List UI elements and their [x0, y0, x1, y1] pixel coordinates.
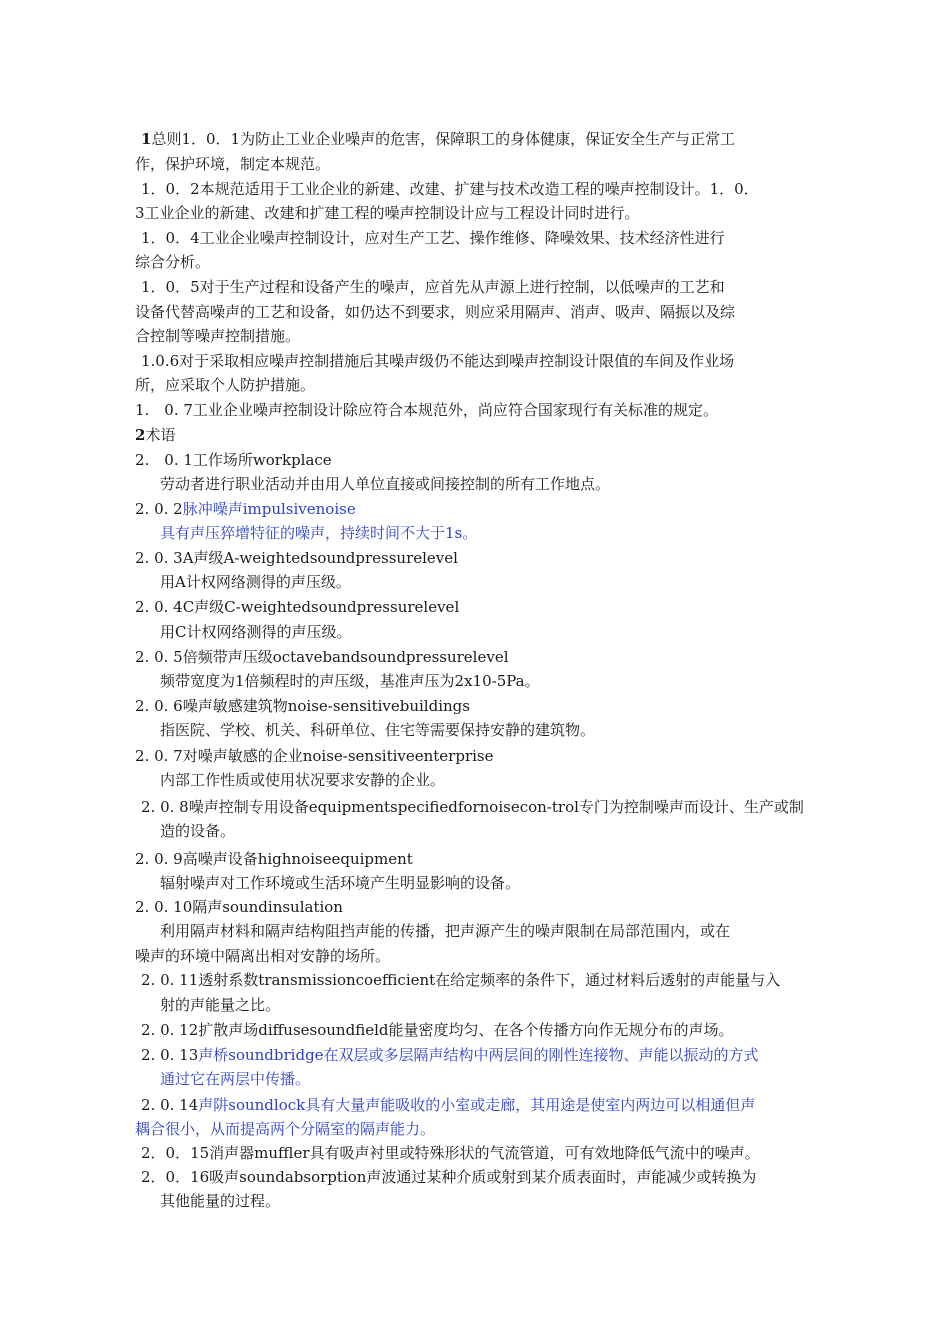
term-heading: 2. 0. 10隔声soundinsulation — [135, 898, 343, 916]
term-heading: 2．0．16吸声soundabsorption声波通过某种介质或射到某介质表面时，声能减少或转换为 — [141, 1168, 757, 1186]
text-line: 所，应采取个人防护措施。 — [135, 376, 316, 394]
term-definition: 频带宽度为1倍频程时的声压级，基准声压为2x10-5Pa。 — [160, 672, 540, 690]
term-heading: 2. 0. 7对噪声敏感的企业noise-sensitiveenterprise — [135, 747, 494, 765]
term-heading: 2. 0. 11透射系数transmissioncoefficient在给定频率的条件下，通过材料后透射的声能量与入 — [141, 971, 781, 989]
text-line: 1．0．2本规范适用于工业企业的新建、改建、扩建与技术改造工程的噪声控制设计。1．0． — [141, 180, 759, 198]
term-definition: 内部工作性质或使用状况要求安静的企业。 — [160, 771, 446, 789]
term-heading: 2. 0. 12扩散声场diffusesoundfield能量密度均匀、在各个传播方向作无规分布的声场。 — [141, 1021, 734, 1039]
term-heading: 2．0．15消声器muffler具有吸声衬里或特殊形状的气流管道，可有效地降低气流中的噪声。 — [141, 1144, 760, 1162]
text-line: 合控制等噪声控制措施。 — [135, 327, 301, 345]
term-definition: 具有声压猝增特征的噪声，持续时间不大于1s。 — [160, 524, 478, 542]
term-heading: 2. 0. 4C声级C-weightedsoundpressurelevel — [135, 598, 460, 616]
term-heading: 2. 0. 3A声级A-weightedsoundpressurelevel — [135, 549, 458, 567]
text-line: 1. 0. 7工业企业噪声控制设计除应符合本规范外，尚应符合国家现行有关标准的规定。 — [135, 401, 718, 419]
term-heading: 2. 0. 1工作场所workplace — [135, 451, 332, 469]
term-heading: 2. 0. 6噪声敏感建筑物noise-sensitivebuildings — [135, 697, 470, 715]
term-definition: 射的声能量之比。 — [160, 996, 281, 1014]
text-line: 综合分析。 — [135, 253, 211, 271]
text-line: 设备代替高噪声的工艺和设备，如仍达不到要求，则应采用隔声、消声、吸声、隔振以及综 — [135, 303, 736, 321]
section-heading: 2术语 — [135, 426, 176, 444]
text-line: 1．0．4工业企业噪声控制设计，应对生产工艺、操作维修、降噪效果、技术经济性进行 — [141, 229, 725, 247]
text-line: 作，保护环境，制定本规范。 — [135, 155, 331, 173]
term-heading: 2. 0. 9高噪声设备highnoiseequipment — [135, 850, 413, 868]
term-heading: 2. 0. 2脉冲噪声impulsivenoise — [135, 500, 356, 518]
term-definition: 其他能量的过程。 — [160, 1192, 281, 1210]
term-definition: 用A计权网络测得的声压级。 — [160, 573, 351, 591]
term-definition: 用C计权网络测得的声压级。 — [160, 623, 352, 641]
term-definition: 利用隔声材料和隔声结构阻挡声能的传播，把声源产生的噪声限制在局部范围内，或在 — [160, 922, 731, 940]
term-heading: 2. 0. 13声桥soundbridge在双层或多层隔声结构中两层间的刚性连接物、声能以振动的方式 — [141, 1046, 759, 1064]
term-definition: 耦合很小，从而提高两个分隔室的隔声能力。 — [135, 1120, 436, 1138]
term-definition: 辐射噪声对工作环境或生活环境产生明显影响的设备。 — [160, 874, 521, 892]
term-definition: 造的设备。 — [160, 822, 236, 840]
term-definition: 通过它在两层中传播。 — [160, 1070, 311, 1088]
term-heading: 2. 0. 14声阱soundlock具有大量声能吸收的小室或走廊，其用途是使室内两边可以相通但声 — [141, 1096, 756, 1114]
term-definition: 指医院、学校、机关、科研单位、住宅等需要保持安静的建筑物。 — [160, 721, 596, 739]
term-heading: 2. 0. 5倍频带声压级octavebandsoundpressurelevel — [135, 648, 509, 666]
text-line: 1.0.6对于采取相应噪声控制措施后其噪声级仍不能达到噪声控制设计限值的车间及作业场 — [141, 352, 735, 370]
term-definition: 噪声的环境中隔离出相对安静的场所。 — [135, 947, 391, 965]
text-line: 3工业企业的新建、改建和扩建工程的噪声控制设计应与工程设计同时进行。 — [135, 204, 640, 222]
text-line: 1总则1．0．1为防止工业企业噪声的危害，保障职工的身体健康，保证安全生产与正常工 — [141, 130, 736, 148]
term-definition: 劳动者进行职业活动并由用人单位直接或间接控制的所有工作地点。 — [160, 475, 611, 493]
section-number: 1 — [141, 130, 152, 148]
text-line: 1．0．5对于生产过程和设备产生的噪声，应首先从声源上进行控制，以低噪声的工艺和 — [141, 278, 725, 296]
term-heading: 2. 0. 8噪声控制专用设备equipmentspecifiedfornoisecon-trol专门为控制噪声而设计、生产或制 — [141, 798, 804, 816]
